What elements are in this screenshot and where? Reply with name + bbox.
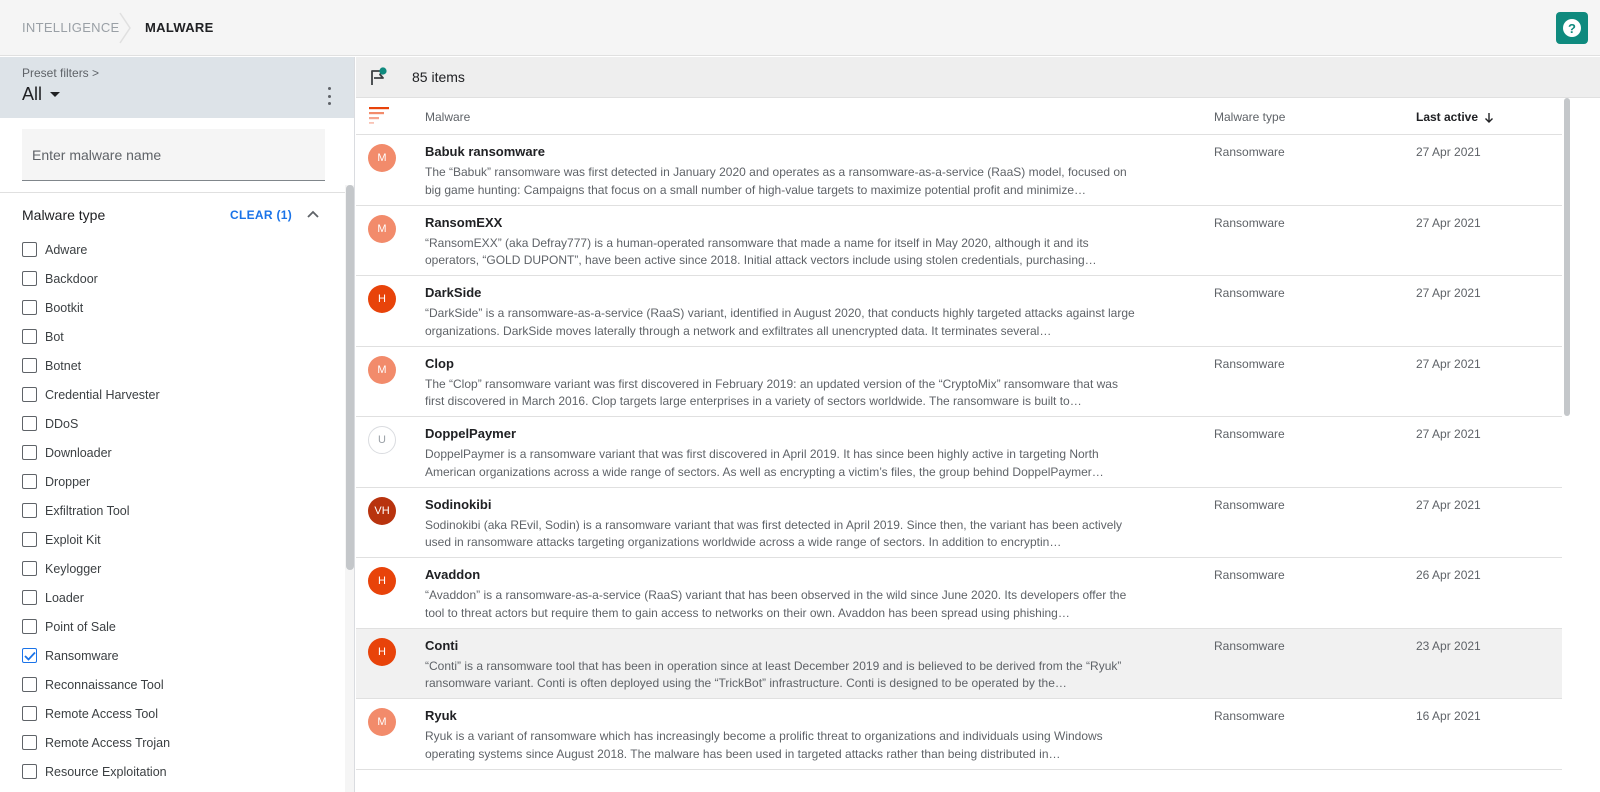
malware-name[interactable]: Clop xyxy=(425,355,454,371)
list-scroll-thumb[interactable] xyxy=(1564,98,1570,416)
filter-item-resource-exploitation[interactable] xyxy=(22,757,332,786)
top-bar xyxy=(0,0,1600,56)
filter-item-label: DDoS xyxy=(45,416,79,431)
items-count: 85 items xyxy=(412,69,465,85)
malware-description: The “Clop” ransomware variant was first discovered in February 2019: an updated version of the “CryptoMix” ransomware that was first discovered in March 2016. Clop targets large enterprises in a variety of sectors worldwide. The ransomware is built to… xyxy=(425,376,1118,408)
malware-type: Ransomware xyxy=(1214,497,1285,512)
filter-item-label: Bootkit xyxy=(45,300,84,315)
filter-item-label: Keylogger xyxy=(45,561,102,576)
checkbox[interactable] xyxy=(22,677,37,692)
filter-item-label: Adware xyxy=(45,242,88,257)
filter-sidebar xyxy=(0,57,355,792)
filter-item-reconnaissance-tool[interactable] xyxy=(22,670,332,699)
filter-item-label: Remote Access Tool xyxy=(45,706,159,721)
checkbox[interactable] xyxy=(22,503,37,518)
column-header-last-active[interactable] xyxy=(1416,110,1494,124)
malware-description: Ryuk is a variant of ransomware which has increasingly become a prolific threat to organizations and individuals using Windows operating systems since August 2018. The malware has been used in targeted attacks rather than being distributed in… xyxy=(425,729,1103,761)
checkbox[interactable] xyxy=(22,242,37,257)
checkbox[interactable] xyxy=(22,764,37,779)
filter-item-label: Exfiltration Tool xyxy=(45,503,130,518)
malware-type: Ransomware xyxy=(1214,709,1285,723)
severity-avatar: M xyxy=(368,215,396,243)
filter-item-credential-harvester[interactable] xyxy=(22,380,332,409)
checkbox[interactable] xyxy=(22,271,37,286)
filter-item-label: Loader xyxy=(45,590,84,605)
filter-item-remote-access-tool[interactable] xyxy=(22,699,332,728)
arrow-down-icon xyxy=(1484,112,1494,123)
malware-type-header xyxy=(22,205,332,225)
checkbox[interactable] xyxy=(22,619,37,634)
table-row[interactable] xyxy=(356,135,1562,206)
column-header-malware[interactable]: Malware xyxy=(425,110,471,124)
filter-item-ransomware[interactable] xyxy=(22,641,332,670)
severity-avatar: VH xyxy=(368,497,396,525)
filter-item-bot[interactable] xyxy=(22,322,332,351)
malware-name[interactable]: DarkSide xyxy=(425,285,482,300)
checkbox[interactable] xyxy=(22,561,37,576)
filter-item-exploit-kit[interactable] xyxy=(22,525,332,554)
checkbox[interactable] xyxy=(22,590,37,605)
malware-type: Ransomware xyxy=(1214,568,1285,582)
checkbox[interactable] xyxy=(22,532,37,547)
checkbox[interactable] xyxy=(22,329,37,344)
preset-value: All xyxy=(22,84,43,104)
malware-description: The “Babuk” ransomware was first detected in January 2020 and operates as a ransomware-as-a-service (RaaS) model, focused on big game hunting: Campaigns that focus on a small number of high-value targets to maximize potential profit and minimize… xyxy=(425,165,1127,197)
malware-description: “Conti” is a ransomware tool that has been in operation since at least December 2019 and is believed to be derived from the “Ryuk” ransomware variant. Conti is often deployed using the “TrickBot” infrastructure. Conti is designed to be operated by the… xyxy=(425,658,1122,690)
last-active-date: 27 Apr 2021 xyxy=(1416,427,1481,441)
checkbox[interactable] xyxy=(22,735,37,750)
filter-item-exfiltration-tool[interactable] xyxy=(22,496,332,525)
last-active-date: 27 Apr 2021 xyxy=(1416,286,1481,300)
checkbox[interactable] xyxy=(22,300,37,315)
table-row[interactable] xyxy=(356,629,1562,700)
preset-dropdown[interactable] xyxy=(22,84,60,105)
severity-avatar: H xyxy=(368,285,396,313)
filter-item-point-of-sale[interactable] xyxy=(22,612,332,641)
filter-item-ddos[interactable] xyxy=(22,409,332,438)
malware-type: Ransomware xyxy=(1214,286,1285,300)
filter-item-label: Bot xyxy=(45,329,64,344)
last-active-date: 27 Apr 2021 xyxy=(1416,145,1481,159)
filter-item-label: Dropper xyxy=(45,474,91,489)
filter-item-label: Backdoor xyxy=(45,271,98,286)
malware-name[interactable]: Ryuk xyxy=(425,708,457,723)
help-button[interactable] xyxy=(1556,12,1588,44)
table-row[interactable] xyxy=(356,558,1562,629)
filter-item-adware[interactable] xyxy=(22,235,332,264)
breadcrumb-intelligence[interactable]: INTELLIGENCE xyxy=(22,20,120,35)
malware-search-field[interactable] xyxy=(22,129,325,181)
table-row[interactable] xyxy=(356,347,1562,418)
table-row[interactable] xyxy=(356,488,1562,559)
malware-type: Ransomware xyxy=(1214,356,1285,371)
last-active-date: 27 Apr 2021 xyxy=(1416,215,1481,230)
checkbox[interactable] xyxy=(22,706,37,721)
filter-item-label: Credential Harvester xyxy=(45,387,160,402)
severity-avatar: M xyxy=(368,708,396,736)
malware-name[interactable]: DoppelPaymer xyxy=(425,426,517,441)
last-active-date: 27 Apr 2021 xyxy=(1416,356,1481,371)
table-row[interactable] xyxy=(356,276,1562,347)
checkbox-checked[interactable] xyxy=(22,648,37,663)
checkbox[interactable] xyxy=(22,416,37,431)
filter-item-loader[interactable] xyxy=(22,583,332,612)
filter-item-botnet[interactable] xyxy=(22,351,332,380)
filter-item-bootkit[interactable] xyxy=(22,293,332,322)
list-toolbar xyxy=(356,57,1600,98)
malware-description: Sodinokibi (aka REvil, Sodin) is a ransomware variant that was first detected in April 2019. Since then, the variant has been actively used in ransomware attacks targeting organizations worldwide across a wide range of sectors. In addition to encryptin… xyxy=(425,517,1123,549)
more-options-icon[interactable] xyxy=(326,87,332,105)
help-icon: ? xyxy=(1563,19,1581,37)
caret-down-icon xyxy=(50,92,60,97)
table-header xyxy=(356,98,1562,135)
sidebar-scroll-thumb[interactable] xyxy=(346,185,354,570)
checkbox[interactable] xyxy=(22,445,37,460)
filter-item-keylogger[interactable] xyxy=(22,554,332,583)
severity-avatar: U xyxy=(368,426,396,454)
malware-type-title: Malware type xyxy=(22,207,106,223)
malware-description: DoppelPaymer is a ransomware variant that was first discovered in April 2019. It has since been highly active in targeting North American organizations across a wide range of sectors. As well as encrypting a victim’s files, the group behind DoppelPaymer… xyxy=(425,447,1104,479)
filter-item-label: Remote Access Trojan xyxy=(45,735,171,750)
filter-item-label: Botnet xyxy=(45,358,82,373)
filter-item-label: Point of Sale xyxy=(45,619,116,634)
clear-filter-button[interactable]: CLEAR (1) xyxy=(230,208,293,222)
malware-table-body xyxy=(356,135,1562,770)
checkbox[interactable] xyxy=(22,358,37,373)
malware-type: Ransomware xyxy=(1214,427,1285,441)
divider xyxy=(0,192,345,193)
filter-item-remote-access-trojan[interactable] xyxy=(22,728,332,757)
filter-item-dropper[interactable] xyxy=(22,467,332,496)
malware-description: “Avaddon” is a ransomware-as-a-service (RaaS) variant that has been observed in the wild since June 2020. Its developers offer the tool to threat actors but require them to gain access to networks on their own. Avaddon has been spread using phishing… xyxy=(425,588,1127,620)
severity-avatar: M xyxy=(368,144,396,172)
severity-avatar: M xyxy=(368,356,396,384)
malware-type: Ransomware xyxy=(1214,215,1285,230)
malware-list-panel xyxy=(356,57,1600,792)
table-row[interactable] xyxy=(356,206,1562,277)
malware-name[interactable]: Conti xyxy=(425,637,459,653)
malware-description: “DarkSide” is a ransomware-as-a-service (RaaS) variant, identified in August 2020, that conducts highly targeted attacks against large organizations. DarkSide moves laterally through a network and exfiltrates all unencrypted data. It terminates several… xyxy=(425,306,1135,338)
preset-filters xyxy=(0,57,355,118)
malware-type-list xyxy=(22,235,332,786)
last-active-date: 27 Apr 2021 xyxy=(1416,497,1481,512)
sort-lines-icon[interactable] xyxy=(368,106,390,124)
checkbox[interactable] xyxy=(22,387,37,402)
table-row[interactable] xyxy=(356,417,1562,488)
flag-icon[interactable] xyxy=(368,67,388,87)
breadcrumb-separator-icon xyxy=(117,12,133,44)
filter-item-label: Downloader xyxy=(45,445,112,460)
table-row[interactable] xyxy=(356,699,1562,770)
last-active-date: 26 Apr 2021 xyxy=(1416,568,1481,582)
malware-name[interactable]: RansomEXX xyxy=(425,214,503,230)
filter-item-backdoor[interactable] xyxy=(22,264,332,293)
chevron-up-icon[interactable] xyxy=(306,209,320,219)
malware-name[interactable]: Babuk ransomware xyxy=(425,144,545,159)
severity-avatar: H xyxy=(368,567,396,595)
filter-item-label: Resource Exploitation xyxy=(45,764,167,779)
column-header-type[interactable]: Malware type xyxy=(1214,110,1286,124)
malware-name[interactable]: Sodinokibi xyxy=(425,496,492,512)
filter-item-label: Ransomware xyxy=(45,648,119,663)
malware-type: Ransomware xyxy=(1214,145,1285,159)
breadcrumb-malware: MALWARE xyxy=(145,20,214,35)
column-header-last-active-label: Last active xyxy=(1416,110,1479,124)
malware-description: “RansomEXX” (aka Defray777) is a human-operated ransomware that made a name for itself in May 2020, although it and its operators, “GOLD DUPONT”, have been active since 2018. Initial attack vectors include using stolen credentials, purchasing… xyxy=(425,235,1097,267)
last-active-date: 23 Apr 2021 xyxy=(1416,638,1481,653)
filter-item-label: Reconnaissance Tool xyxy=(45,677,164,692)
malware-name[interactable]: Avaddon xyxy=(425,567,481,582)
checkbox[interactable] xyxy=(22,474,37,489)
malware-search-input[interactable] xyxy=(22,129,325,180)
filter-item-label: Exploit Kit xyxy=(45,532,101,547)
filter-item-downloader[interactable] xyxy=(22,438,332,467)
last-active-date: 16 Apr 2021 xyxy=(1416,709,1481,723)
preset-filters-label[interactable]: Preset filters > xyxy=(22,66,100,80)
severity-avatar: H xyxy=(368,638,396,666)
malware-type: Ransomware xyxy=(1214,638,1285,653)
